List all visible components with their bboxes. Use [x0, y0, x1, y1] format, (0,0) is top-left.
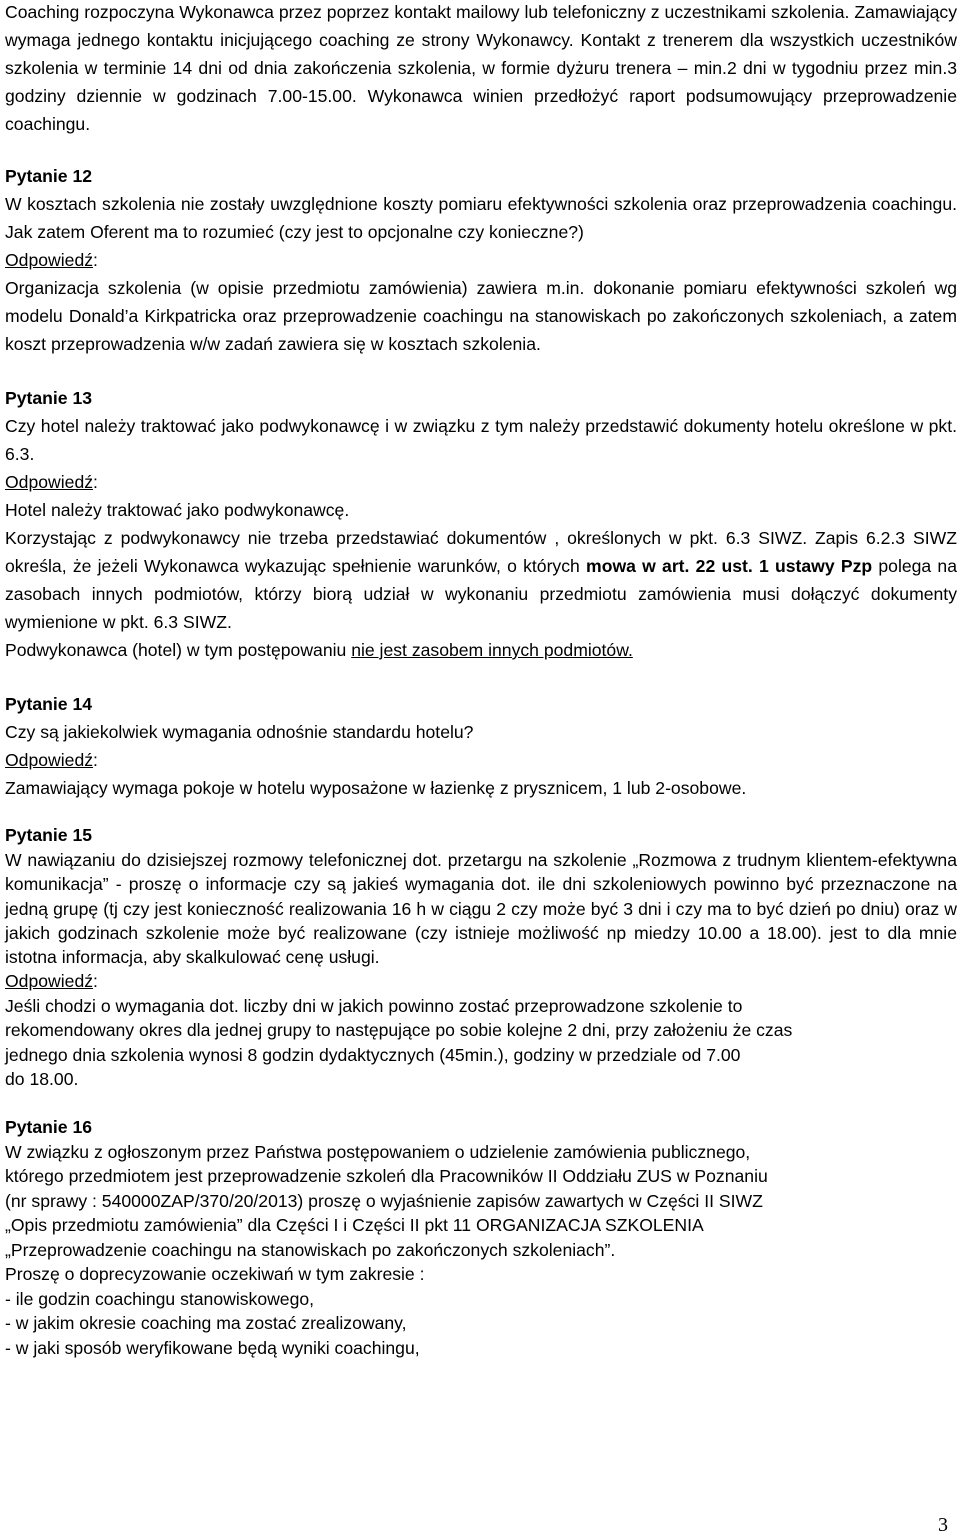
page-number: 3	[938, 1514, 948, 1536]
question-16-line: Proszę o doprecyzowanie oczekiwań w tym zakresie :	[5, 1264, 425, 1285]
answer-12-text: Organizacja szkolenia (w opisie przedmiotu zamówienia) zawiera m.in. dokonanie pomiaru efektywności szkoleń wg modelu Donald’a Kirkpatricka oraz przeprowadzenie coachingu na stanowiskach po zakończonych szkoleniach, a zatem koszt przeprowadzenia w/w zadań zawiera się w kosztach szkolenia.	[5, 278, 957, 354]
question-16-title: Pytanie 16	[5, 1116, 93, 1137]
answer-label: Odpowiedź:	[5, 472, 98, 492]
answer-13-conclusion: Podwykonawca (hotel) w tym postępowaniu nie jest zasobem innych podmiotów.	[5, 640, 633, 660]
question-13-text: Czy hotel należy traktować jako podwykonawcę i w związku z tym należy przedstawić dokumenty hotelu określone w pkt. 6.3.	[5, 416, 957, 464]
answer-13-line1: Hotel należy traktować jako podwykonawcę.	[5, 500, 350, 520]
answer-15-line: jednego dnia szkolenia wynosi 8 godzin dydaktycznych (45min.), godziny w przedziale od 7.00	[5, 1044, 741, 1065]
question-14-title: Pytanie 14	[5, 694, 93, 714]
answer-15-line: Jeśli chodzi o wymagania dot. liczby dni w jakich powinno zostać przeprowadzone szkolenie to	[5, 995, 743, 1016]
answer-label: Odpowiedź:	[5, 971, 98, 992]
question-16-line: W związku z ogłoszonym przez Państwa postępowaniem o udzielenie zamówienia publicznego,	[5, 1141, 751, 1162]
question-15-text: W nawiązaniu do dzisiejszej rozmowy telefonicznej dot. przetargu na szkolenie „Rozmowa z trudnym klientem-efektywna komunikacja” - proszę o informacje czy są jakieś wymagania dot. ile dni szkoleniowych powinno być przeznaczone na jedną grupę (tj czy jest konieczność realizowania 16 h w ciągu 2 czy może być 3 dni i czy ma to być dzień po dniu) oraz w jakich godzinach szkolenie może być realizowane (czy istnieje możliwość np miedzy 10.00 a 18.00). jest to dla mnie istotna informacja, aby skalkulować cenę usługi.	[5, 850, 957, 968]
document-page	[5, 0, 957, 1360]
question-16-line: którego przedmiotem jest przeprowadzenie szkoleń dla Pracowników II Oddziału ZUS w Poznaniu	[5, 1166, 768, 1187]
answer-label: Odpowiedź:	[5, 250, 98, 270]
question-13-title: Pytanie 13	[5, 388, 93, 408]
question-15-title: Pytanie 15	[5, 825, 93, 845]
answer-14-text: Zamawiający wymaga pokoje w hotelu wyposażone w łazienkę z prysznicem, 1 lub 2-osobowe.	[5, 778, 747, 798]
answer-13-paragraph: Korzystając z podwykonawcy nie trzeba przedstawiać dokumentów , określonych w pkt. 6.3 SIWZ. Zapis 6.2.3 SIWZ określa, że jeżeli Wykonawca wykazując spełnienie warunków, o których mowa w art. 22 ust. 1 ustawy Pzp polega na zasobach innych podmiotów, którzy biorą udział w wykonaniu przedmiotu zamówienia musi dołączyć dokumenty wymienione w pkt. 6.3 SIWZ.	[5, 528, 958, 632]
answer-15-line: rekomendowany okres dla jednej grupy to następujące po sobie kolejne 2 dni, przy założeniu że czas	[5, 1020, 793, 1041]
answer-15-line: do 18.00.	[5, 1069, 79, 1090]
intro-paragraph: Coaching rozpoczyna Wykonawca przez poprzez kontakt mailowy lub telefoniczny z uczestnikami szkolenia. Zamawiający wymaga jednego kontaktu inicjującego coaching ze strony Wykonawcy. Kontakt z trenerem dla wszystkich uczestników szkolenia w terminie 14 dni od dnia zakończenia szkolenia, w formie dyżuru trenera – min.2 dni w tygodniu przez min.3 godziny dziennie w godzinach 7.00-15.00. Wykonawca winien przedłożyć raport podsumowujący przeprowadzenie coachingu.	[5, 2, 957, 134]
question-16-list-item: - w jakim okresie coaching ma zostać zrealizowany,	[5, 1313, 407, 1334]
legal-reference: mowa w art. 22 ust. 1 ustawy Pzp	[586, 556, 873, 576]
question-16-line: „Przeprowadzenie coachingu na stanowiskach po zakończonych szkoleniach”.	[5, 1239, 616, 1260]
answer-label: Odpowiedź:	[5, 750, 98, 770]
question-16-line: (nr sprawy : 540000ZAP/370/20/2013) proszę o wyjaśnienie zapisów zawartych w Części II SIWZ	[5, 1190, 763, 1211]
question-14-text: Czy są jakiekolwiek wymagania odnośnie standardu hotelu?	[5, 722, 474, 742]
question-16-list-item: - w jaki sposób weryfikowane będą wyniki coachingu,	[5, 1337, 420, 1358]
question-12-text: W kosztach szkolenia nie zostały uwzględnione koszty pomiaru efektywności szkolenia oraz przeprowadzenia coachingu. Jak zatem Oferent ma to rozumieć (czy jest to opcjonalne czy konieczne?)	[5, 194, 957, 242]
underlined-conclusion: nie jest zasobem innych podmiotów.	[351, 640, 633, 660]
question-12-title: Pytanie 12	[5, 166, 93, 186]
question-16-line: „Opis przedmiotu zamówienia” dla Części I i Części II pkt 11 ORGANIZACJA SZKOLENIA	[5, 1215, 704, 1236]
question-16-list-item: - ile godzin coachingu stanowiskowego,	[5, 1288, 315, 1309]
